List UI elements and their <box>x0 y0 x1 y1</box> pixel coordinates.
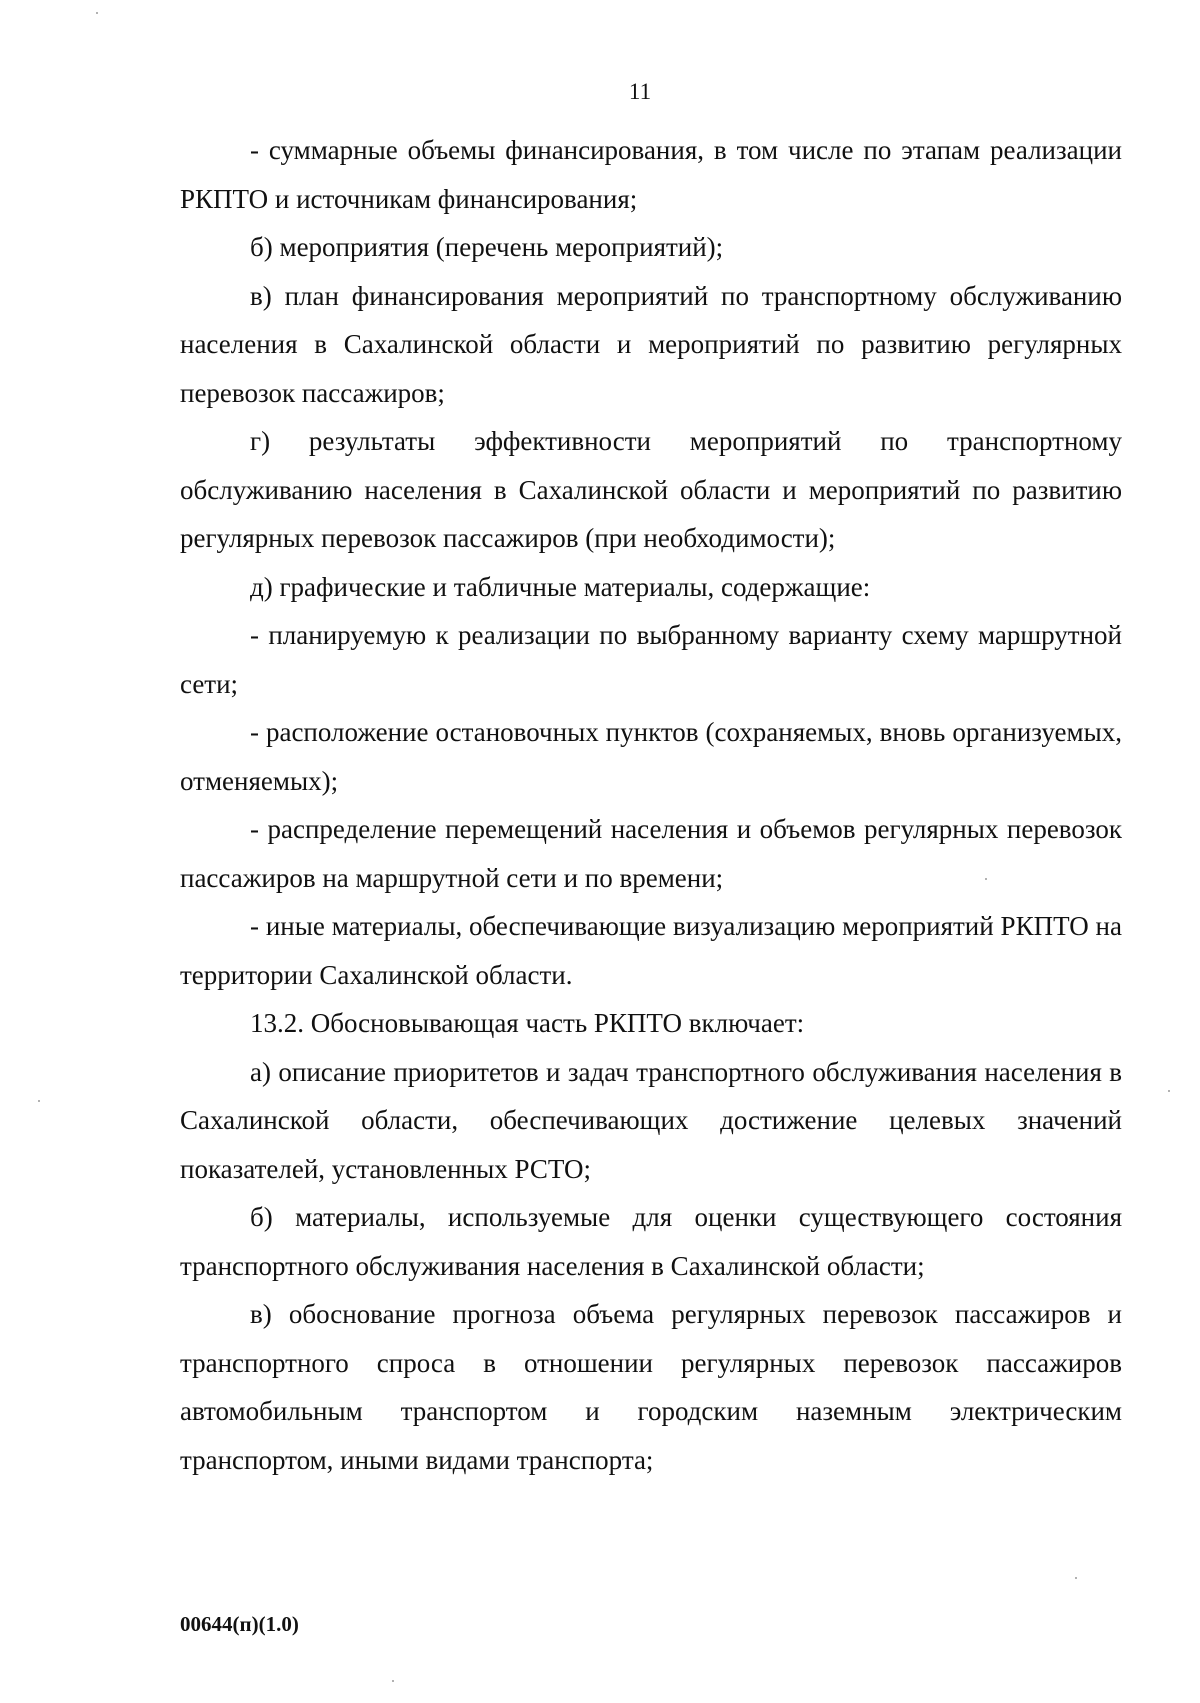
paragraph-section-13-2: 13.2. Обосновывающая часть РКПТО включает: <box>250 1008 805 1038</box>
scan-speck <box>38 1100 40 1102</box>
paragraph-priorities: а) описание приоритетов и задач транспортного обслуживания населения в Сахалинской области, обеспечивающих достижение целевых значений показателей, установленных РСТО; <box>180 1056 1122 1184</box>
scan-speck <box>1075 1577 1077 1579</box>
paragraph-efficiency-results: г) результаты эффективности мероприятий по транспортному обслуживанию населения в Сахалинской области и мероприятий по развитию регулярных перевозок пассажиров (при необходимости); <box>180 426 1122 553</box>
paragraph-passenger-distribution: - распределение перемещений населения и объемов регулярных перевозок пассажиров на маршрутной сети и по времени; <box>180 814 1122 893</box>
paragraph-stops-location: - расположение остановочных пунктов (сохраняемых, вновь организуемых, отменяемых); <box>180 717 1122 796</box>
page-number: 11 <box>628 79 652 104</box>
paragraph-funding-volumes: - суммарные объемы финансирования, в том числе по этапам реализации РКПТО и источникам финансирования; <box>180 135 1122 214</box>
paragraph-assessment-materials: б) материалы, используемые для оценки существующего состояния транспортного обслуживания населения в Сахалинской области; <box>180 1202 1122 1281</box>
paragraph-other-materials: - иные материалы, обеспечивающие визуализацию мероприятий РКПТО на территории Сахалинской области. <box>180 911 1122 990</box>
paragraph-route-scheme: - планируемую к реализации по выбранному варианту схему маршрутной сети; <box>180 620 1122 699</box>
document-body <box>180 126 1122 1484</box>
document-code: 00644(п)(1.0) <box>180 1612 299 1636</box>
scan-speck <box>392 1680 394 1682</box>
scan-speck <box>1168 1090 1170 1092</box>
paragraph-financing-plan: в) план финансирования мероприятий по транспортному обслуживанию населения в Сахалинской области и мероприятий по развитию регулярных перевозок пассажиров; <box>180 280 1122 408</box>
scan-speck <box>985 878 987 880</box>
paragraph-measures: б) мероприятия (перечень мероприятий); <box>250 232 724 262</box>
paragraph-forecast-justification: в) обоснование прогноза объема регулярных перевозок пассажиров и транспортного спроса в отношении регулярных перевозок пассажиров автомобильным транспортом и городским наземным электрическим транспортом, иными видами транспорта; <box>180 1299 1122 1475</box>
scan-speck <box>96 12 98 14</box>
paragraph-graphic-materials: д) графические и табличные материалы, содержащие: <box>250 571 871 602</box>
